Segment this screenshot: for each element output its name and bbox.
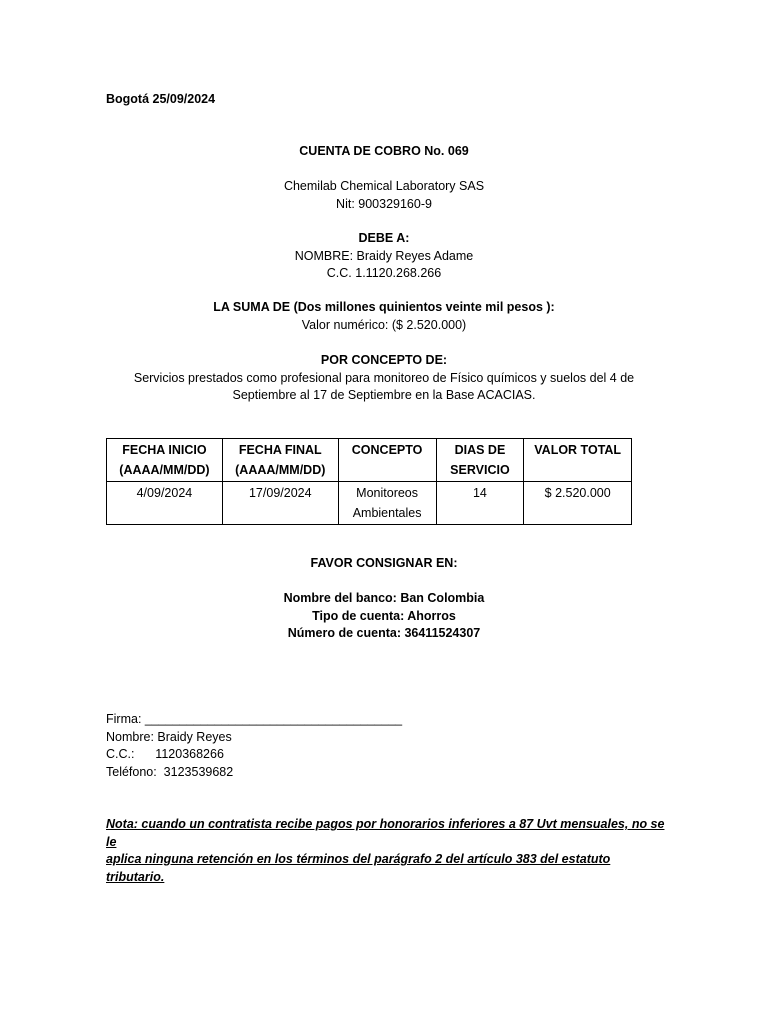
concept-block — [0, 352, 768, 405]
signature-line: Firma: _____________________________________ — [106, 712, 403, 726]
issuer-nit: Nit: 900329160-9 — [336, 196, 432, 211]
debtor-block — [0, 230, 768, 283]
account-type: Tipo de cuenta: Ahorros — [312, 608, 456, 623]
debtor-heading: DEBE A: — [358, 231, 410, 245]
sum-block — [0, 299, 768, 334]
issuer-block — [0, 178, 768, 213]
services-table — [106, 438, 632, 525]
concept-heading: POR CONCEPTO DE: — [320, 353, 448, 367]
bank-heading: FAVOR CONSIGNAR EN: — [310, 556, 458, 570]
header-fecha-inicio: FECHA INICIO (AAAA/MM/DD) — [107, 439, 223, 482]
concept-line-2: Septiembre al 17 de Septiembre en la Base ACACIAS. — [232, 388, 536, 402]
tax-note-line-1: Nota: cuando un contratista recibe pagos por honorarios inferiores a 87 Uvt mensuales, no se le — [106, 817, 665, 849]
place-date: Bogotá 25/09/2024 — [106, 92, 216, 106]
debtor-cc: C.C. 1.1120.268.266 — [326, 266, 442, 280]
header-fecha-final: FECHA FINAL (AAAA/MM/DD) — [222, 439, 338, 482]
cell-concepto: Monitoreos Ambientales — [338, 482, 436, 525]
bank-block — [0, 590, 768, 643]
table-row — [107, 482, 632, 525]
header-valor-total: VALOR TOTAL — [524, 439, 632, 482]
bank-name: Nombre del banco: Ban Colombia — [283, 591, 485, 605]
tax-note — [106, 816, 666, 886]
cell-fecha-final: 17/09/2024 — [222, 482, 338, 525]
concept-line-1: Servicios prestados como profesional para monitoreo de Físico químicos y suelos del 4 de — [133, 370, 635, 385]
debtor-name: NOMBRE: Braidy Reyes Adame — [294, 248, 474, 263]
tax-note-line-2: aplica ninguna retención en los términos del parágrafo 2 del artículo 383 del estatuto tributario. — [106, 852, 611, 884]
cell-valor: $ 2.520.000 — [524, 482, 632, 525]
document-title: CUENTA DE COBRO No. 069 — [299, 144, 469, 158]
cell-fecha-inicio: 4/09/2024 — [107, 482, 223, 525]
cell-dias: 14 — [436, 482, 524, 525]
signer-phone: Teléfono: 3123539682 — [106, 764, 234, 779]
sum-heading: LA SUMA DE (Dos millones quinientos veinte mil pesos ): — [213, 300, 555, 314]
signer-name: Nombre: Braidy Reyes — [106, 729, 232, 744]
signer-cc: C.C.: 1120368266 — [106, 747, 224, 761]
header-dias-servicio: DIAS DE SERVICIO — [436, 439, 524, 482]
sum-numeric: Valor numérico: ($ 2.520.000) — [301, 317, 467, 332]
account-number: Número de cuenta: 36411524307 — [287, 626, 481, 640]
header-concepto: CONCEPTO — [338, 439, 436, 482]
issuer-name: Chemilab Chemical Laboratory SAS — [283, 179, 485, 193]
table-header-row — [107, 439, 632, 482]
signature-block — [106, 711, 402, 781]
